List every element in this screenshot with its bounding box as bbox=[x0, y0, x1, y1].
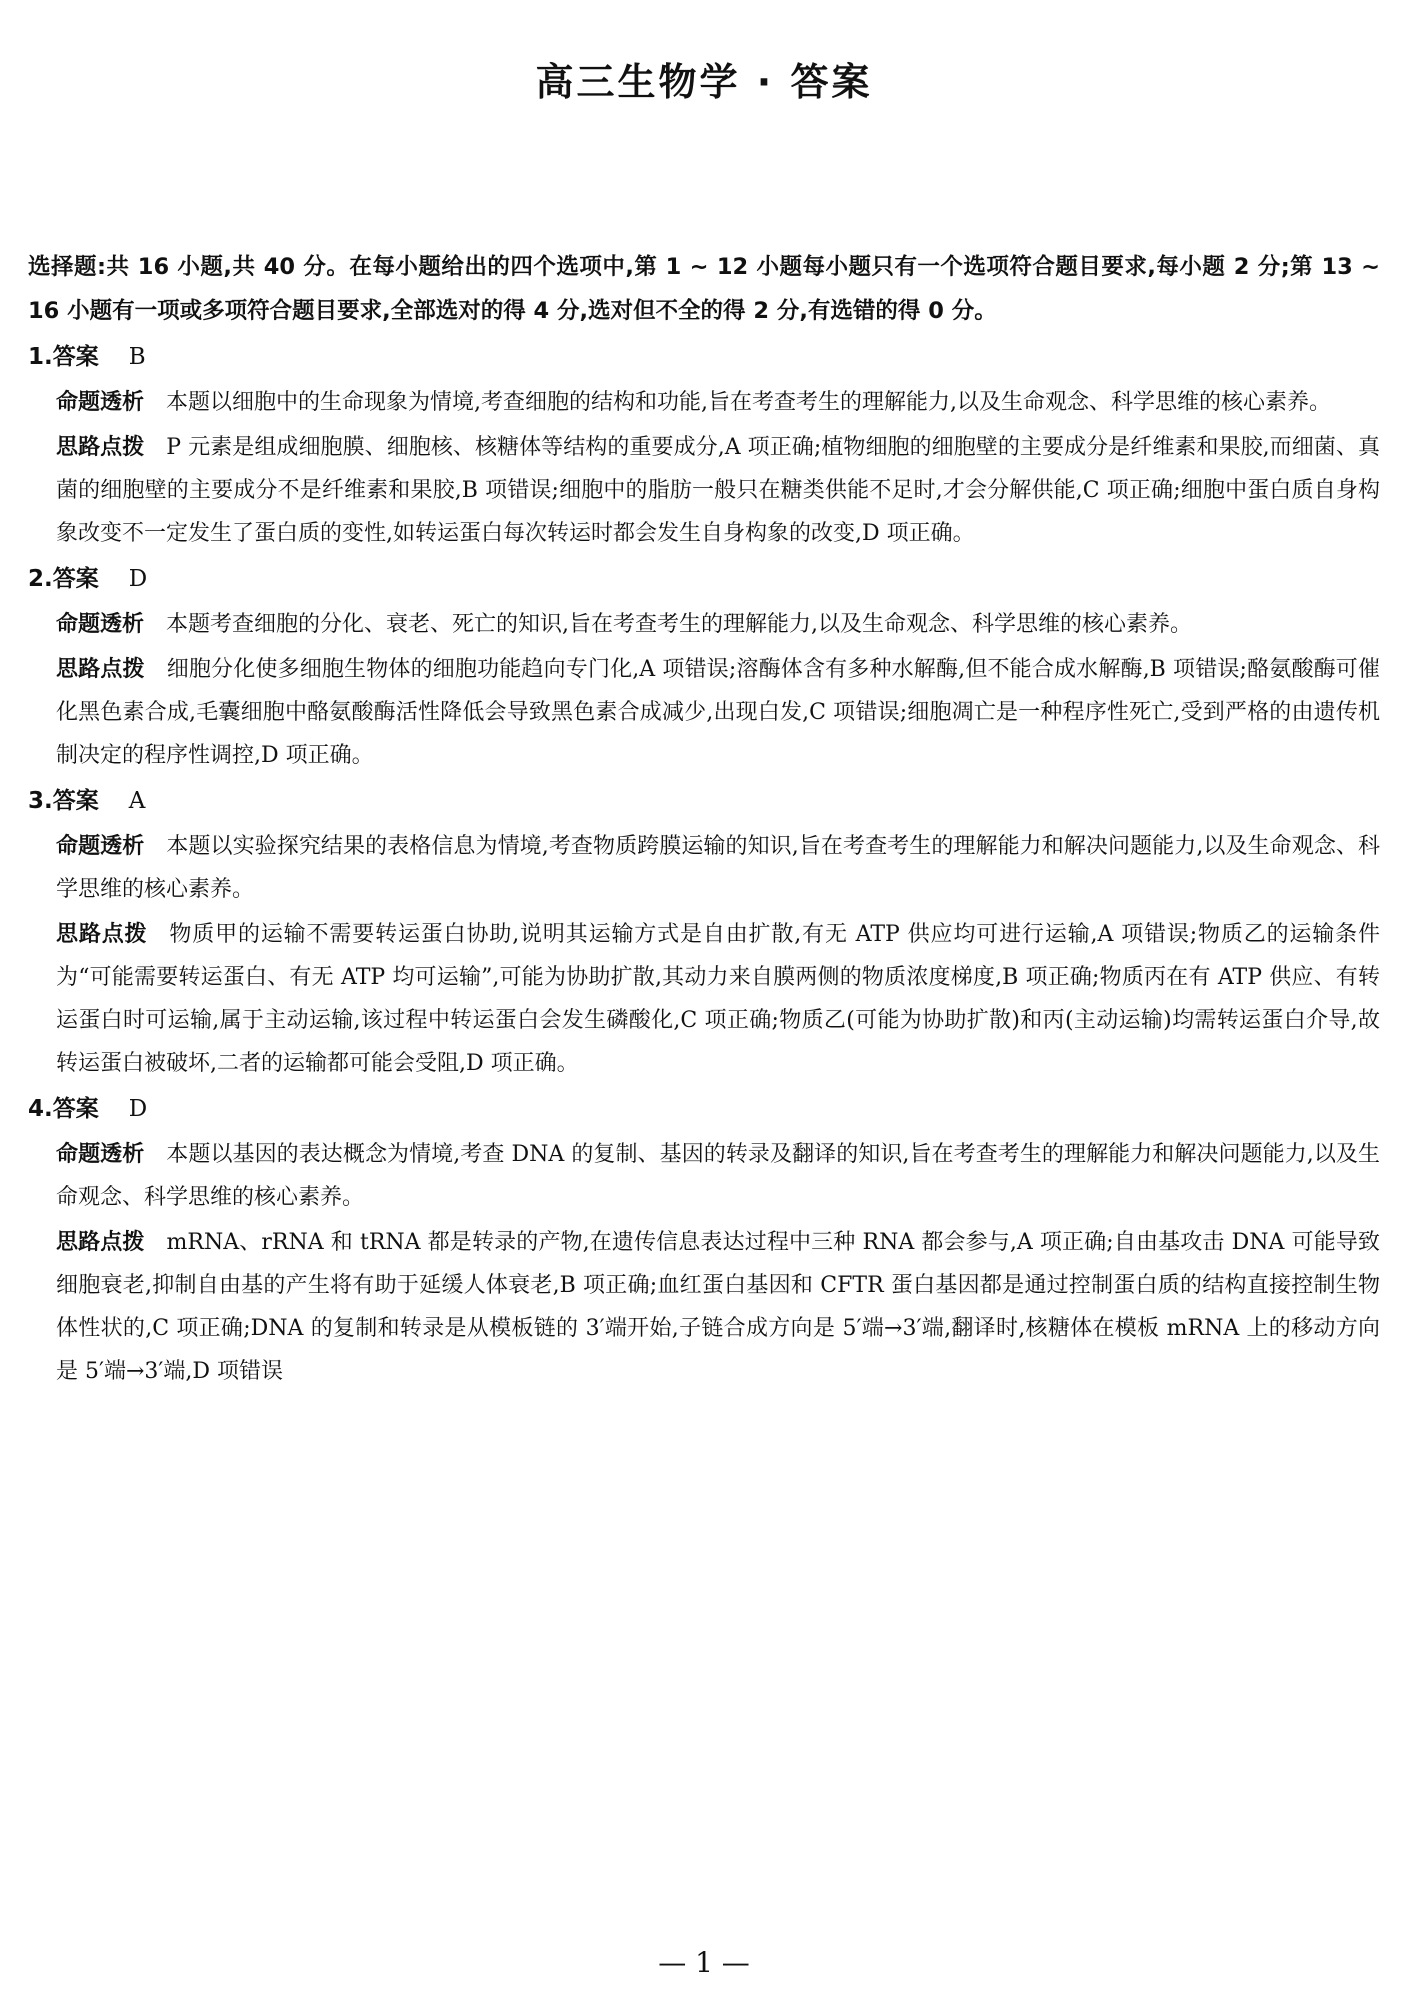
intent-paragraph bbox=[28, 825, 1380, 911]
intent-label: 命题透析 bbox=[56, 390, 145, 415]
hint-paragraph bbox=[28, 913, 1380, 1085]
page-number: — 1 — bbox=[658, 1946, 750, 1979]
answer-label: 答案 bbox=[52, 1096, 99, 1122]
question-block bbox=[28, 1087, 1380, 1393]
intent-paragraph bbox=[28, 1133, 1380, 1219]
answer-value: D bbox=[128, 1096, 148, 1122]
answer-label: 答案 bbox=[52, 566, 99, 592]
hint-text: P 元素是组成细胞膜、细胞核、核糖体等结构的重要成分,A 项正确;植物细胞的细胞壁的主要成分是纤维素和果胶,而细菌、真菌的细胞壁的主要成分不是纤维素和果胶,B 项错误;细胞中的脂肪一般只在糖类供能不足时,才会分解供能,C 项正确;细胞中蛋白质自身构象改变不一定发生了蛋白质的变性,如转运蛋白每次转运时都会发生自身构象的改变,D 项正确。 bbox=[56, 435, 1380, 546]
question-number: 3. bbox=[28, 788, 53, 814]
answer-label: 答案 bbox=[52, 788, 99, 814]
question-block bbox=[28, 557, 1380, 777]
hint-label: 思路点拨 bbox=[56, 1230, 145, 1255]
hint-text: 物质甲的运输不需要转运蛋白协助,说明其运输方式是自由扩散,有无 ATP 供应均可进行运输,A 项错误;物质乙的运输条件为“可能需要转运蛋白、有无 ATP 均可运输”,可能为协助扩散,其动力来自膜两侧的物质浓度梯度,B 项正确;物质丙在有 ATP 供应、有转运蛋白时可运输,属于主动运输,该过程中转运蛋白会发生磷酸化,C 项正确;物质乙(可能为协助扩散)和丙(主动运输)均需转运蛋白介导,故转运蛋白被破坏,二者的运输都可能会受阻,D 项正确。 bbox=[56, 922, 1380, 1076]
answer-value: B bbox=[128, 344, 146, 370]
intent-text: 本题考查细胞的分化、衰老、死亡的知识,旨在考查考生的理解能力,以及生命观念、科学思维的核心素养。 bbox=[166, 612, 1193, 637]
hint-label: 思路点拨 bbox=[56, 657, 145, 682]
question-header bbox=[28, 779, 1380, 823]
answer-value: A bbox=[128, 788, 146, 814]
intent-paragraph bbox=[28, 381, 1380, 424]
hint-text: 细胞分化使多细胞生物体的细胞功能趋向专门化,A 项错误;溶酶体含有多种水解酶,但不能合成水解酶,B 项错误;酪氨酸酶可催化黑色素合成,毛囊细胞中酪氨酸酶活性降低会导致黑色素合成减少,出现白发,C 项错误;细胞凋亡是一种程序性死亡,受到严格的由遗传机制决定的程序性调控,D 项正确。 bbox=[56, 657, 1380, 768]
question-block bbox=[28, 335, 1380, 555]
question-block bbox=[28, 779, 1380, 1085]
question-number: 4. bbox=[28, 1096, 53, 1122]
intent-label: 命题透析 bbox=[56, 1142, 145, 1167]
intent-paragraph bbox=[28, 603, 1380, 646]
question-number: 1. bbox=[28, 344, 53, 370]
hint-text: mRNA、rRNA 和 tRNA 都是转录的产物,在遗传信息表达过程中三种 RNA 都会参与,A 项正确;自由基攻击 DNA 可能导致细胞衰老,抑制自由基的产生将有助于延缓人体衰老,B 项正确;血红蛋白基因和 CFTR 蛋白基因都是通过控制蛋白质的结构直接控制生物体性状的,C 项正确;DNA 的复制和转录是从模板链的 3′端开始,子链合成方向是 5′端→3′端,翻译时,核糖体在模板 mRNA 上的移动方向是 5′端→3′端,D 项错误 bbox=[56, 1230, 1380, 1384]
intent-text: 本题以基因的表达概念为情境,考查 DNA 的复制、基因的转录及翻译的知识,旨在考查考生的理解能力和解决问题能力,以及生命观念、科学思维的核心素养。 bbox=[56, 1142, 1380, 1210]
hint-paragraph bbox=[28, 648, 1380, 777]
hint-paragraph bbox=[28, 1221, 1380, 1393]
question-header bbox=[28, 335, 1380, 379]
hint-label: 思路点拨 bbox=[56, 435, 145, 460]
answer-value: D bbox=[128, 566, 148, 592]
question-header bbox=[28, 1087, 1380, 1131]
section-instructions: 选择题:共 16 小题,共 40 分。在每小题给出的四个选项中,第 1 ~ 12 小题每小题只有一个选项符合题目要求,每小题 2 分;第 13 ~ 16 小题有一项或多项符合题目要求,全部选对的得 4 分,选对但不全的得 2 分,有选错的得 0 分。 bbox=[28, 254, 1380, 324]
hint-paragraph bbox=[28, 426, 1380, 555]
intent-label: 命题透析 bbox=[56, 834, 145, 859]
hint-label: 思路点拨 bbox=[56, 922, 148, 947]
answer-label: 答案 bbox=[52, 344, 99, 370]
question-header bbox=[28, 557, 1380, 601]
intent-text: 本题以实验探究结果的表格信息为情境,考查物质跨膜运输的知识,旨在考查考生的理解能力和解决问题能力,以及生命观念、科学思维的核心素养。 bbox=[56, 834, 1380, 902]
intent-label: 命题透析 bbox=[56, 612, 145, 637]
intent-text: 本题以细胞中的生命现象为情境,考查细胞的结构和功能,旨在考查考生的理解能力,以及生命观念、科学思维的核心素养。 bbox=[166, 390, 1331, 415]
answer-body bbox=[28, 245, 1380, 1393]
page-title: 高三生物学 · 答案 bbox=[535, 60, 873, 104]
question-number: 2. bbox=[28, 566, 53, 592]
